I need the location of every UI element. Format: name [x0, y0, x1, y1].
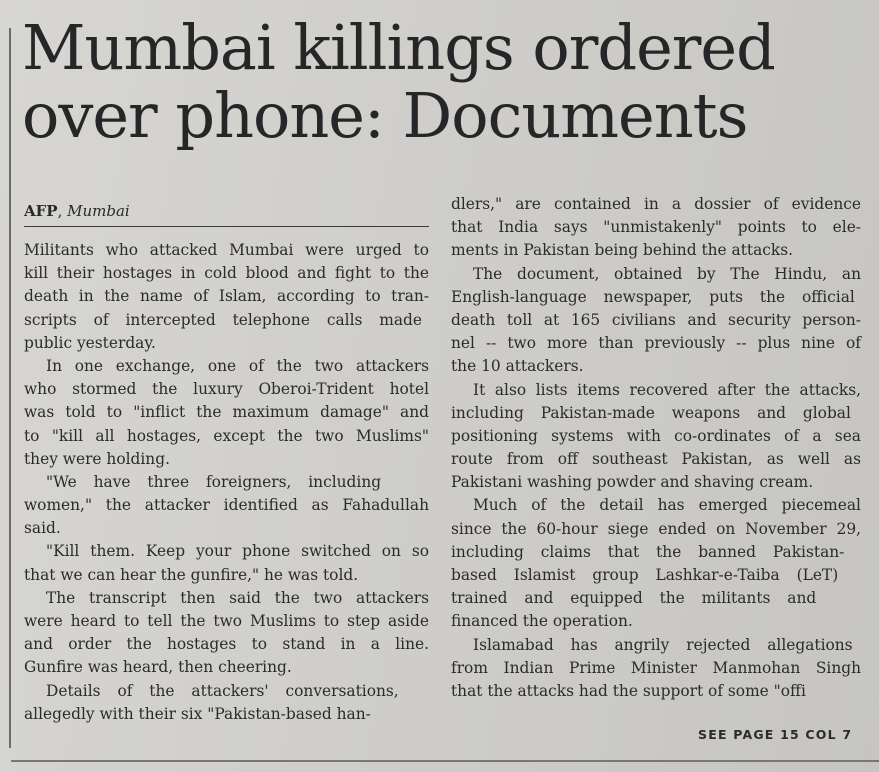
article-line: including claims that the banned Pakistan-	[451, 542, 845, 561]
article-line: Islamabad has angrily rejected allegations	[473, 635, 853, 654]
continuation-jump: SEE PAGE 15 COL 7	[698, 727, 853, 742]
headline	[22, 11, 872, 152]
byline-agency: AFP	[24, 202, 58, 220]
article-line: route from off southeast Pakistan, as well as	[451, 450, 861, 469]
article-line: Pakistani washing powder and shaving cream.	[451, 473, 814, 492]
article-line: including Pakistan-made weapons and global	[451, 403, 851, 422]
article-line: were heard to tell the two Muslims to step aside	[24, 612, 429, 630]
article-line: and order the hostages to stand in a line.	[24, 635, 429, 654]
article-line: they were holding.	[24, 449, 170, 468]
article-line: Militants who attacked Mumbai were urged to	[24, 241, 429, 259]
byline-place: Mumbai	[67, 202, 130, 220]
article-line: Gunfire was heard, then cheering.	[24, 658, 292, 677]
article-line: English-language newspaper, puts the official	[451, 287, 855, 306]
article-column-2	[451, 193, 861, 703]
article-line: positioning systems with co-ordinates of a sea	[451, 426, 861, 445]
article-line: who stormed the luxury Oberoi-Trident hotel	[24, 380, 429, 399]
article-line: to "kill all hostages, except the two Muslims"	[24, 426, 429, 445]
article-line: was told to "inflict the maximum damage" and	[24, 403, 429, 422]
article-line: public yesterday.	[24, 333, 156, 352]
article-line: "We have three foreigners, including	[46, 472, 382, 491]
article-line: death in the name of Islam, according to tran-	[24, 287, 429, 306]
column-rule-left	[9, 28, 11, 748]
article-line: women," the attacker identified as Fahadullah	[24, 496, 429, 515]
byline	[24, 202, 429, 220]
article-line: the 10 attackers.	[451, 357, 584, 376]
article-line: scripts of intercepted telephone calls made	[24, 310, 423, 329]
article-line: financed the operation.	[451, 612, 633, 631]
article-line: trained and equipped the militants and	[451, 589, 817, 608]
article-line: death toll at 165 civilians and security person-	[451, 310, 861, 329]
article-line: said.	[24, 519, 61, 538]
article-line: ments in Pakistan being behind the attacks.	[451, 241, 794, 260]
article-column-1	[24, 239, 429, 726]
byline-rule	[24, 226, 429, 227]
headline-line-1: Mumbai killings ordered	[22, 11, 775, 84]
headline-line-2: over phone: Documents	[22, 79, 748, 152]
article-line: that we can hear the gunfire," he was told.	[24, 565, 359, 584]
article-line: that India says "unmistakenly" points to ele-	[451, 218, 861, 237]
article-line: kill their hostages in cold blood and fight to the	[24, 264, 429, 283]
article-line: dlers," are contained in a dossier of evidence	[451, 195, 861, 213]
byline-separator: ,	[57, 202, 68, 220]
article-line: In one exchange, one of the two attackers	[46, 356, 429, 375]
article-line: since the 60-hour siege ended on November 29,	[451, 519, 861, 538]
article-line: allegedly with their six "Pakistan-based han-	[24, 704, 371, 723]
article-line: It also lists items recovered after the attacks,	[473, 380, 861, 399]
article-line: based Islamist group Lashkar-e-Taiba (LeT)	[451, 566, 839, 584]
article-line: The document, obtained by The Hindu, an	[473, 264, 861, 283]
article-line: Much of the detail has emerged piecemeal	[473, 496, 861, 515]
article-line: "Kill them. Keep your phone switched on so	[46, 542, 429, 561]
article-line: that the attacks had the support of some "offi	[451, 681, 806, 700]
article-line: from Indian Prime Minister Manmohan Singh	[451, 658, 861, 677]
article-line: nel -- two more than previously -- plus nine of	[451, 334, 861, 353]
article-line: The transcript then said the two attackers	[46, 588, 429, 607]
article-line: Details of the attackers' conversations,	[46, 681, 399, 700]
bottom-rule	[11, 760, 879, 762]
